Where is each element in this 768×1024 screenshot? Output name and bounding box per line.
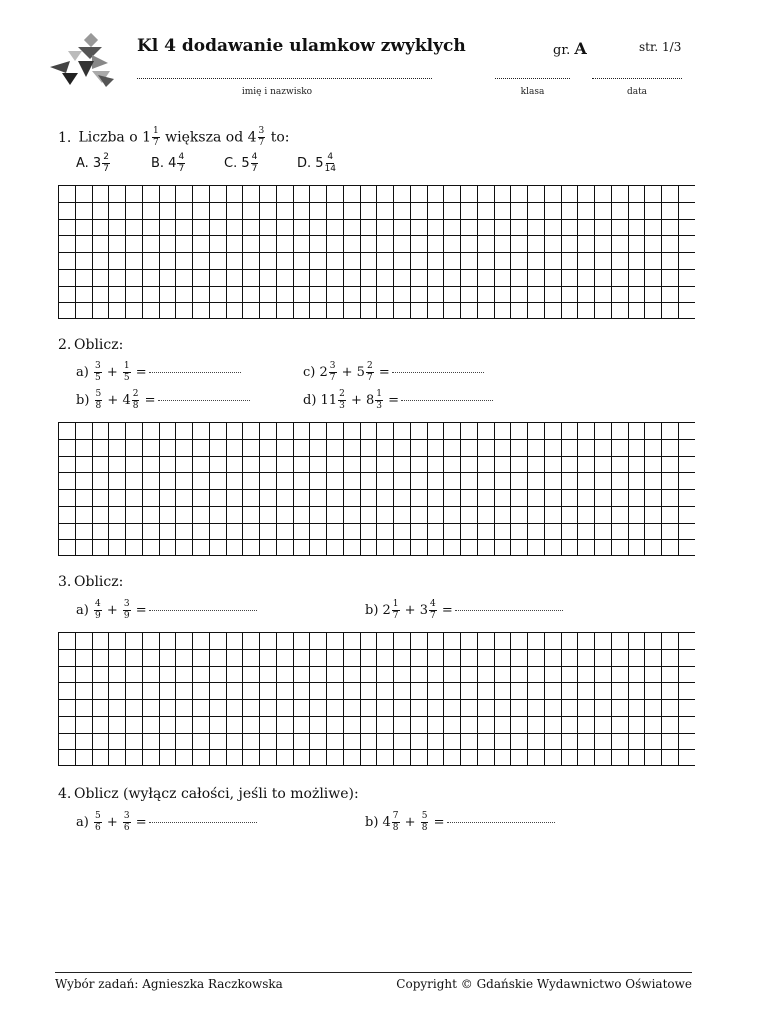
name-caption: imię i nazwisko [241, 87, 313, 97]
answer-field[interactable] [158, 400, 250, 401]
task-3b: b) 2 $\frac{1}{7}$ + 3 $\frac{4}{7}$ = [365, 600, 563, 621]
answer-field[interactable] [149, 372, 241, 373]
answer-field[interactable] [149, 610, 257, 611]
page-title: Kl 4 dodawanie ulamkow zwyklych [137, 36, 466, 56]
answer-grid-1[interactable] [58, 185, 695, 319]
page-number: str. 1/3 [639, 40, 682, 54]
option-c[interactable]: C. 5 $\frac{4}{7}$ [224, 152, 258, 174]
answer-field[interactable] [455, 610, 563, 611]
answer-field[interactable] [401, 400, 493, 401]
task-4a: a) $\frac{5}{6}$ + $\frac{3}{6}$ = [76, 812, 257, 833]
logo-icon [48, 33, 116, 89]
question-3: 3. Oblicz: [58, 574, 124, 590]
question-2: 2. Oblicz: [58, 337, 124, 353]
question-1: 1. Liczba o 1 $\frac{1}{7}$ większa od 4 $\frac{3}{7}$ to: [58, 126, 290, 148]
task-4b: b) 4 $\frac{7}{8}$ + $\frac{5}{8}$ = [365, 812, 555, 833]
group-label: gr. A [553, 39, 587, 58]
answer-field[interactable] [392, 372, 484, 373]
task-3a: a) $\frac{4}{9}$ + $\frac{3}{9}$ = [76, 600, 257, 621]
name-field[interactable] [137, 78, 432, 79]
task-2a: a) $\frac{3}{5}$ + $\frac{1}{5}$ = [76, 362, 241, 383]
answer-grid-3[interactable] [58, 632, 695, 766]
task-2d: d) 11 $\frac{2}{3}$ + 8 $\frac{1}{3}$ = [303, 390, 493, 411]
option-a[interactable]: A. 3 $\frac{2}{7}$ [76, 152, 109, 174]
answer-field[interactable] [447, 822, 555, 823]
fraction: $\frac{3}{7}$ [258, 126, 265, 148]
answer-grid-2[interactable] [58, 422, 695, 556]
class-caption: klasa [520, 87, 545, 97]
footer-copyright: Copyright © Gdańskie Wydawnictwo Oświatowe [396, 977, 692, 991]
footer-author: Wybór zadań: Agnieszka Raczkowska [55, 977, 283, 991]
footer-divider [55, 972, 692, 973]
date-field[interactable] [592, 78, 682, 79]
task-2b: b) $\frac{5}{8}$ + 4 $\frac{2}{8}$ = [76, 390, 250, 411]
class-field[interactable] [495, 78, 570, 79]
answer-field[interactable] [149, 822, 257, 823]
date-caption: data [626, 87, 648, 97]
option-d[interactable]: D. 5 $\frac{4}{14}$ [297, 152, 336, 174]
task-2c: c) 2 $\frac{3}{7}$ + 5 $\frac{2}{7}$ = [303, 362, 484, 383]
group-value: A [574, 39, 587, 58]
fraction: $\frac{1}{7}$ [153, 126, 159, 148]
option-b[interactable]: B. 4 $\frac{4}{7}$ [151, 152, 185, 174]
question-4: 4. Oblicz (wyłącz całości, jeśli to możliwe): [58, 786, 359, 802]
